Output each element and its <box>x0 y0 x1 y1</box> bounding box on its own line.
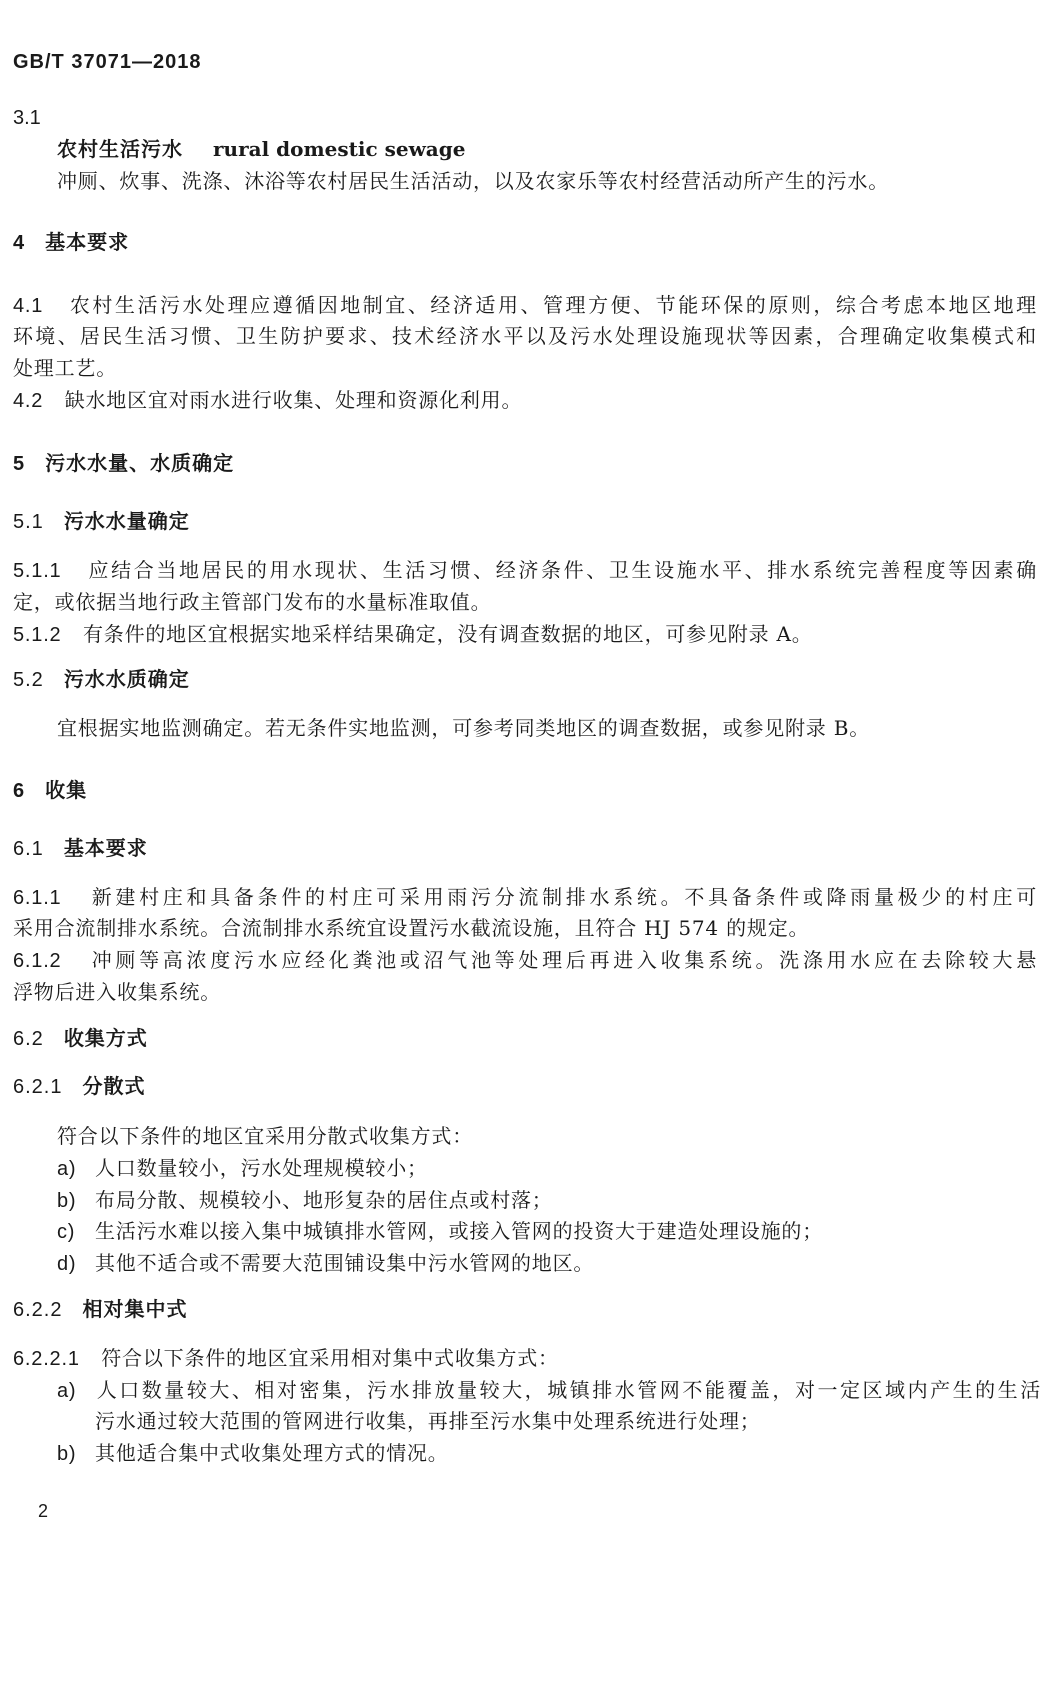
section-number: 6.2.2 <box>13 1299 63 1321</box>
clause-text: 冲厕等高浓度污水应经化粪池或沼气池等处理后再进入收集系统。洗涤用水应在去除较大悬 <box>91 948 1038 972</box>
standard-id-header: GB/T 37071—2018 <box>13 51 202 73</box>
section-heading <box>13 452 234 476</box>
section-number: 4 <box>13 232 26 254</box>
subsection-heading <box>13 510 190 534</box>
list-label: b) <box>57 1190 77 1212</box>
subsection-heading <box>13 1298 187 1322</box>
section-number: 6 <box>13 780 26 802</box>
list-label: d) <box>57 1253 77 1275</box>
paragraph-line <box>13 293 1037 318</box>
clause-text: 农村生活污水处理应遵循因地制宜、经济适用、管理方便、节能环保的原则，综合考虑本地区地理 <box>69 293 1037 317</box>
section-title: 收集 <box>45 780 88 802</box>
section-number: 6.1 <box>13 838 44 860</box>
paragraph-line: 符合以下条件的地区宜采用分散式收集方式： <box>57 1124 473 1148</box>
paragraph-line: 浮物后进入收集系统。 <box>13 980 221 1004</box>
list-label: a) <box>57 1158 77 1180</box>
section-number: 5.2 <box>13 669 44 691</box>
clause-number: 6.1.1 <box>13 887 62 909</box>
list-text: 布局分散、规模较小、地形复杂的居住点或村落； <box>95 1188 553 1212</box>
clause-number: 4.1 <box>13 295 44 317</box>
section-title: 收集方式 <box>63 1028 148 1050</box>
clause-number: 6.2.2.1 <box>13 1348 80 1370</box>
paragraph-line <box>13 1346 559 1371</box>
list-text: 人口数量较小，污水处理规模较小； <box>95 1156 428 1180</box>
list-item-continuation: 污水通过较大范围的管网进行收集，再排至污水集中处理系统进行处理； <box>95 1409 761 1433</box>
paragraph-line: 宜根据实地监测确定。若无条件实地监测，可参考同类地区的调查数据，或参见附录 B。 <box>57 716 871 740</box>
clause-number: 5.1.2 <box>13 624 62 646</box>
paragraph-line <box>13 948 1037 973</box>
paragraph-line <box>13 558 1037 583</box>
list-label: a) <box>57 1380 77 1402</box>
clause-number: 6.1.2 <box>13 950 62 972</box>
section-title: 污水水量确定 <box>63 511 190 533</box>
paragraph-line <box>13 885 1037 910</box>
term-zh: 农村生活污水 <box>57 139 183 161</box>
list-text: 人口数量较大、相对密集，污水排放量较大，城镇排水管网不能覆盖，对一定区域内产生的生活 <box>95 1378 1041 1402</box>
clause-number: 3.1 <box>13 107 41 129</box>
section-number: 5 <box>13 453 26 475</box>
paragraph-line: 处理工艺。 <box>13 356 117 380</box>
section-number: 6.2 <box>13 1028 44 1050</box>
clause-text: 新建村庄和具备条件的村庄可采用雨污分流制排水系统。不具备条件或降雨量极少的村庄可 <box>91 885 1038 909</box>
section-title: 污水水量、水质确定 <box>45 453 235 475</box>
clause-number: 5.1.1 <box>13 560 62 582</box>
section-number: 6.2.1 <box>13 1076 63 1098</box>
list-label: b) <box>57 1443 77 1465</box>
paragraph-line <box>13 388 522 413</box>
paragraph-line: 环境、居民生活习惯、卫生防护要求、技术经济水平以及污水处理设施现状等因素，合理确定收集模式和 <box>13 324 1037 348</box>
term-definition: 冲厕、炊事、洗涤、沐浴等农村居民生活活动，以及农家乐等农村经营活动所产生的污水。 <box>57 169 889 193</box>
section-title: 污水水质确定 <box>63 669 190 691</box>
page-number: 2 <box>38 1501 49 1521</box>
subsection-heading <box>13 1075 145 1099</box>
clause-text: 符合以下条件的地区宜采用相对集中式收集方式： <box>101 1346 559 1370</box>
list-text: 生活污水难以接入集中城镇排水管网，或接入管网的投资大于建造处理设施的； <box>95 1219 823 1243</box>
list-item <box>57 1251 594 1276</box>
section-heading <box>13 231 129 255</box>
section-title: 相对集中式 <box>82 1299 188 1321</box>
section-title: 基本要求 <box>45 232 130 254</box>
subsection-heading <box>13 668 190 692</box>
list-item <box>57 1219 823 1244</box>
section-title: 基本要求 <box>63 838 148 860</box>
clause-number: 4.2 <box>13 390 44 412</box>
paragraph-line: 采用合流制排水系统。合流制排水系统宜设置污水截流设施，且符合 HJ 574 的规定。 <box>13 916 810 940</box>
clause-text: 有条件的地区宜根据实地采样结果确定，没有调查数据的地区，可参见附录 A。 <box>82 622 813 646</box>
list-text: 其他不适合或不需要大范围铺设集中污水管网的地区。 <box>95 1251 595 1275</box>
subsection-heading <box>13 837 148 861</box>
list-item <box>57 1188 553 1213</box>
term-en: rural domestic sewage <box>213 137 466 161</box>
paragraph-line: 定，或依据当地行政主管部门发布的水量标准取值。 <box>13 590 492 614</box>
term-heading <box>57 137 465 162</box>
section-title: 分散式 <box>82 1076 146 1098</box>
list-label: c) <box>57 1221 76 1243</box>
list-item <box>57 1156 428 1181</box>
clause-text: 缺水地区宜对雨水进行收集、处理和资源化利用。 <box>64 388 523 412</box>
section-number: 5.1 <box>13 511 44 533</box>
list-item <box>57 1441 449 1466</box>
subsection-heading <box>13 1027 148 1051</box>
clause-text: 应结合当地居民的用水现状、生活习惯、经济条件、卫生设施水平、排水系统完善程度等因素确 <box>88 558 1037 582</box>
section-heading <box>13 779 87 803</box>
list-text: 其他适合集中式收集处理方式的情况。 <box>95 1441 449 1465</box>
list-item <box>57 1378 1041 1403</box>
paragraph-line <box>13 622 813 647</box>
